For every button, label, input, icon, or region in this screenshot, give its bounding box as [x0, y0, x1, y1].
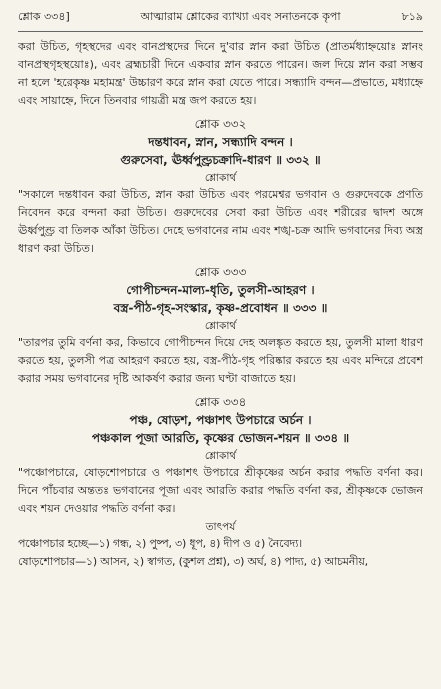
verse-line: বস্ত্র-পীঠ-গৃহ-সংস্কার, কৃষ্ণ-প্রবোধন ॥ ৩৩৩ ॥ — [113, 301, 328, 315]
verse-line: গোপীচন্দন-মাল্য-ধৃতি, তুলসী-আহরণ । — [126, 283, 315, 297]
verse-block-333 — [18, 264, 423, 388]
translation-paragraph: "তারপর তুমি বর্ণনা কর, কিভাবে গোপীচন্দন দিয়ে দেহ অলঙ্কৃত করতে হয়, তুলসী মালা ধারণ করতে হয়, তুলসী পত্র আহরণ করতে হয়, বস্ত্র-পীঠ-গৃহ পরিষ্কার করতে হয় এবং মন্দিরে প্রবেশ করার সময় ভগবানের দৃষ্টি আকর্ষণ করার জন্য ঘণ্টা বাজাতে হয়। — [18, 336, 423, 385]
verse-title: শ্লোক ৩৩২ — [194, 117, 247, 131]
header-chapter-title: আত্মারাম শ্লোকের ব্যাখ্যা এবং সনাতনকে কৃপা — [140, 10, 341, 23]
translation-paragraph: "পঞ্চোপচারে, ষোড়শোপচারে ও পঞ্চাশৎ উপচারে শ্রীকৃষ্ণের অর্চন করার পদ্ধতি বর্ণনা কর। দিনে পাঁচবার অন্ততঃ ভগবানের পূজা এবং আরতি করার পদ্ধতি বর্ণনা কর, শ্রীকৃষ্ণকে ভোজন এবং শয়ন দেওয়ার পদ্ধতি বর্ণনা কর। — [18, 466, 423, 515]
verse-title: শ্লোক ৩৩৪ — [194, 395, 247, 409]
header-verse-ref: শ্লোক ৩৩৪] — [18, 10, 70, 23]
verse-line: পঞ্চ, ষোড়শ, পঞ্চাশৎ উপচারে অর্চন । — [129, 413, 312, 427]
verse-line: পঞ্চকাল পূজা আরতি, কৃষ্ণের ভোজন-শয়ন ॥ ৩৩৪ ॥ — [91, 431, 350, 445]
purport-line: ষোড়শোপচার—১) আসন, ২) স্বাগত, (কুশল প্রশ্ন), ৩) অর্ঘ, ৪) পাদ্য, ৫) আচমনীয়, — [18, 555, 368, 568]
translation-label: শ্লোকার্থ — [204, 450, 237, 462]
verse-line: গুরুসেবা, ঊর্ধ্বপুণ্ড্রচক্রাদি-ধারণ ॥ ৩৩২ ॥ — [120, 153, 321, 167]
purport-label: তাৎপর্য — [205, 521, 236, 533]
intro-paragraph: করা উচিত, গৃহস্থদের এবং বানপ্রস্থদের দিনে দু'বার স্নান করা উচিত (প্রাতর্মধ্যাহ্নয়োঃ স্নানং বানপ্রস্থগৃহস্থয়োঃ), এবং ব্রহ্মচারী দিনে একবার স্নান করতে পারেন। জল দিয়ে স্নান করা সম্ভব না হলে 'হরেকৃষ্ণ মহামন্ত্র' উচ্চারণ করে স্নান করা যেতে পারে। সন্ধ্যাদি বন্দন—প্রভাতে, মধ্যাহ্নে এবং সায়াহ্নে, দিনে তিনবার গায়ত্রী মন্ত্র জপ করতে হয়। — [18, 40, 423, 107]
page-number: ৮১৯ — [401, 10, 423, 23]
running-header — [18, 6, 423, 32]
verse-block-332 — [18, 116, 423, 258]
translation-label: শ্লোকার্থ — [204, 172, 237, 184]
verse-title: শ্লোক ৩৩৩ — [194, 265, 247, 279]
translation-paragraph: "সকালে দন্তধাবন করা উচিত, স্নান করা উচিত এবং পরমেশ্বর ভগবান ও গুরুদেবকে প্রণতি নিবেদন করে বন্দনা করা উচিত। গুরুদেবের সেবা করা উচিত এবং শরীরের দ্বাদশ অঙ্গে ঊর্ধ্বপুণ্ড্র বা তিলক আঁকা উচিত। দেহে ভগবানের নাম এবং শঙ্খ-চক্র আদি ভগবানের দিব্য অস্ত্র ধারণ করা উচিত। — [18, 188, 423, 255]
verse-line: দন্তধাবন, স্নান, সন্ধ্যাদি বন্দন । — [148, 135, 293, 149]
purport-line: পঞ্চোপচার হচ্ছে—১) গন্ধ, ২) পুষ্প, ৩) ধূপ, ৪) দীপ ও ৫) নৈবেদ্য। — [18, 537, 303, 550]
translation-label: শ্লোকার্থ — [204, 320, 237, 332]
verse-block-334 — [18, 394, 423, 518]
